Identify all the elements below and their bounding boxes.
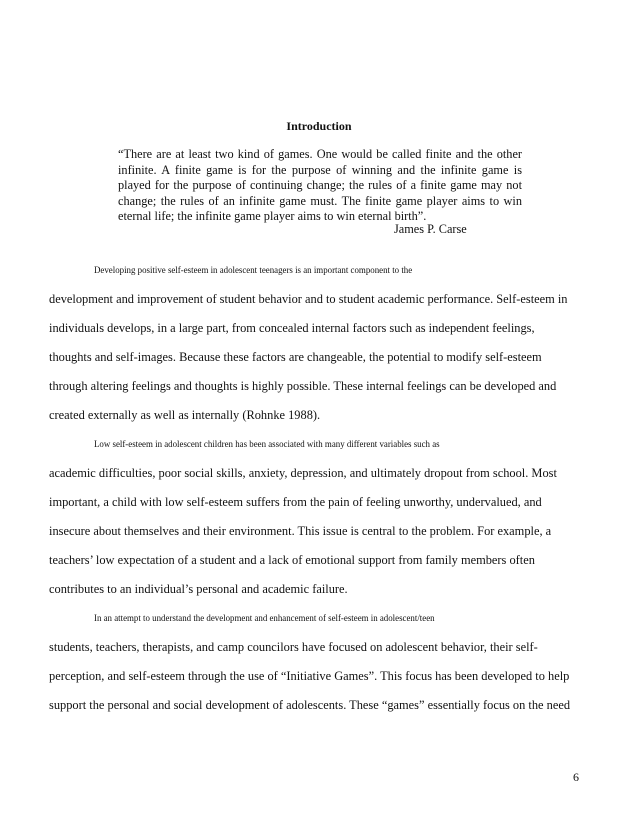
- body-line: perception, and self-esteem through the use of “Initiative Games”. This focus has been developed to help: [49, 669, 570, 683]
- epigraph-attribution: James P. Carse: [394, 222, 467, 236]
- epigraph-line: played for the purpose of continuing change; the rules of a finite game may not: [118, 178, 522, 193]
- body-line: important, a child with low self-esteem suffers from the pain of feeling unworthy, undervalued, and: [49, 495, 542, 509]
- body-line: support the personal and social development of adolescents. These “games” essentially focus on the need: [49, 698, 571, 712]
- body-line: development and improvement of student behavior and to student academic performance. Self-esteem in: [49, 292, 568, 306]
- body-line: Developing positive self-esteem in adolescent teenagers is an important component to the: [94, 265, 413, 275]
- body-line: In an attempt to understand the development and enhancement of self-esteem in adolescent/teen: [94, 613, 435, 623]
- body-line: thoughts and self-images. Because these factors are changeable, the potential to modify self-esteem: [49, 350, 542, 364]
- body-line: teachers’ low expectation of a student and a lack of emotional support from family members often: [49, 553, 535, 567]
- section-heading: Introduction: [286, 119, 352, 133]
- body-line: created externally as well as internally (Rohnke 1988).: [49, 408, 321, 422]
- page-number: 6: [573, 770, 579, 784]
- epigraph-line: change; the rules of an infinite game must. The finite game player aims to win: [118, 193, 522, 208]
- body-line: academic difficulties, poor social skills, anxiety, depression, and ultimately dropout from school. Most: [49, 466, 557, 480]
- body-line: through altering feelings and thoughts is highly possible. These internal feelings can be developed and: [49, 379, 557, 393]
- body-line: Low self-esteem in adolescent children has been associated with many different variables such as: [94, 439, 440, 449]
- epigraph-quote: [118, 147, 522, 225]
- body-line: insecure about themselves and their environment. This issue is central to the problem. For example, a: [49, 524, 552, 538]
- epigraph-line: “There are at least two kind of games. One would be called finite and the other: [118, 147, 522, 161]
- body-line: individuals develops, in a large part, from concealed internal factors such as independent feelings,: [49, 321, 535, 335]
- epigraph-line: eternal life; the infinite game player aims to win eternal birth”.: [118, 209, 427, 224]
- body-line: contributes to an individual’s personal and academic failure.: [49, 582, 348, 596]
- body-line: students, teachers, therapists, and camp councilors have focused on adolescent behavior, their self-: [49, 640, 538, 654]
- epigraph-line: infinite. A finite game is for the purpose of winning and the infinite game is: [118, 162, 522, 177]
